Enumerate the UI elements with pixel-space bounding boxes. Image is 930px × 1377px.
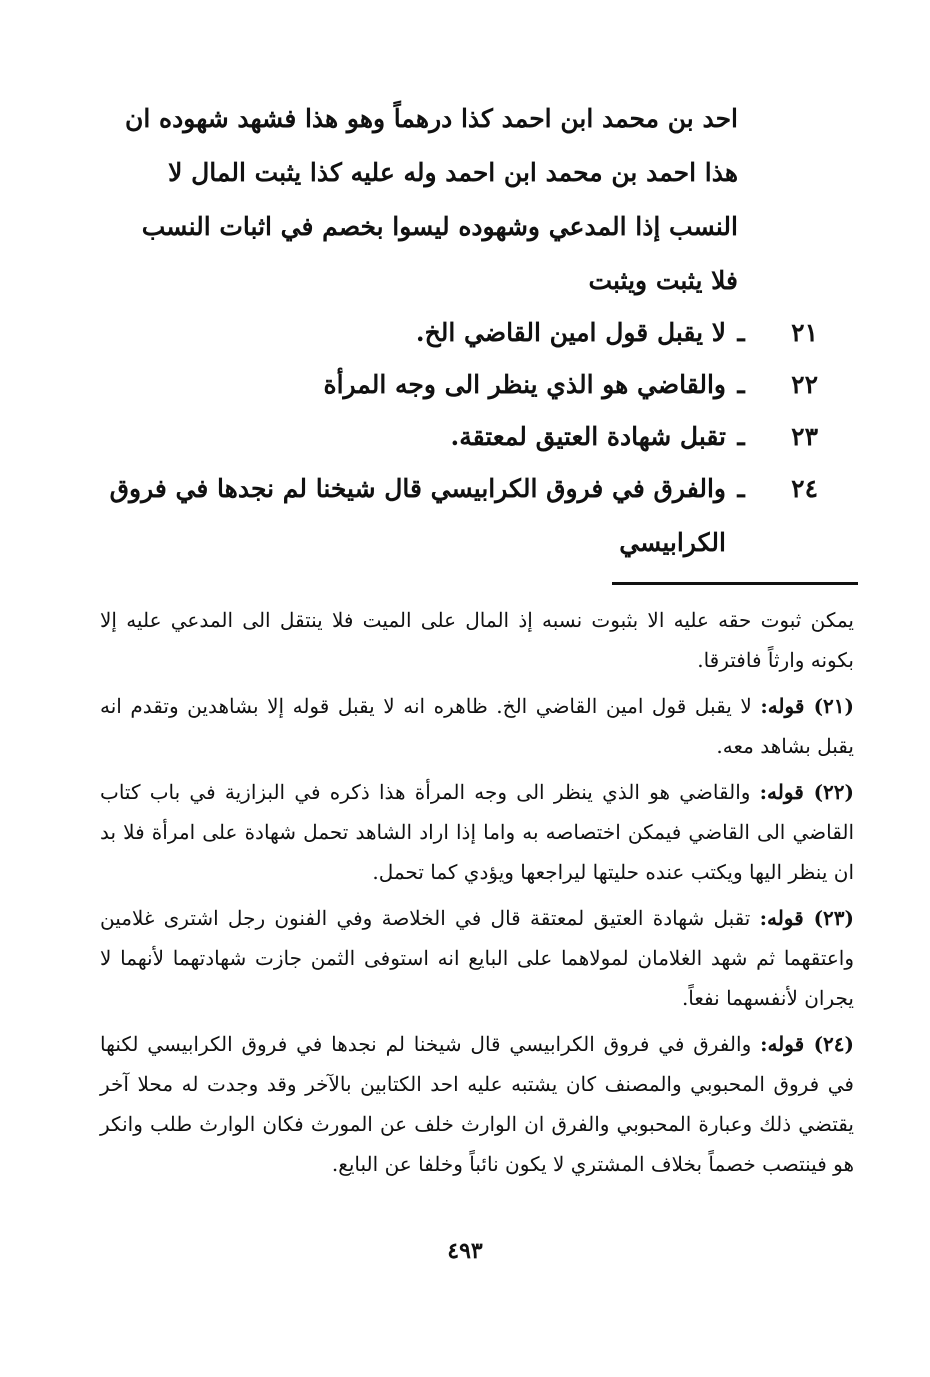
main-paragraph: احد بن محمد ابن احمد كذا درهماً وهو هذا فشهد شهوده ان هذا احمد بن محمد ابن احمد وله عليه كذا يثبت المال لا النسب إذا المدعي وشهوده ليسوا بخصم في اثبات النسب فلا يثبت ويثبت (125, 104, 738, 295)
footnote-divider (612, 582, 858, 585)
item-number: ٢١ (791, 318, 818, 347)
footnote (100, 772, 854, 892)
footnote-text: والفرق في فروق الكرابيسي قال شيخنا لم نجدها في فروق الكرابيسي لكنها في فروق المحبوبي والمصنف كان يشتبه عليه احد الكتابين بالآخر وقد وجدت له محلا آخر يقتضي ذلك وعبارة المحبوبي والفرق ان الوارث خلف عن المورث فكان الوارث طلب وانكر هو فينتصب خصماً بخلاف المشتري لا يكون نائباً وخلفا عن البايع. (100, 1032, 854, 1176)
page-number: ٤٩٣ (447, 1238, 483, 1264)
footnote-lead: (٢١) قوله: (760, 694, 854, 718)
footnotes (100, 600, 854, 1190)
footnote-text: والقاضي هو الذي ينظر الى وجه المرأة هذا ذكره في البزازية في باب كتاب القاضي الى القاضي فيمكن اختصاصه به واما إذا اراد الشاهد تحمل شهادة على امرأة فلا بد ان ينظر اليها ويكتب عنده حليتها ليراجعها ويؤدي كما تحمل. (100, 780, 854, 884)
item-number: ٢٤ (791, 474, 818, 503)
item-dash: ـ (737, 422, 745, 451)
list-item (108, 410, 818, 464)
footnote (100, 898, 854, 1018)
item-number: ٢٣ (791, 422, 818, 451)
footnote-lead: (٢٣) قوله: (759, 906, 854, 930)
item-dash: ـ (737, 370, 745, 399)
item-text: والفرق في فروق الكرابيسي قال شيخنا لم نجدها في فروق الكرابيسي (109, 474, 726, 557)
list-item (108, 358, 818, 412)
footnote (100, 1024, 854, 1184)
list-item (108, 306, 818, 360)
item-number: ٢٢ (791, 370, 818, 399)
footnote-text: تقبل شهادة العتيق لمعتقة قال في الخلاصة وفي الفنون رجل اشترى غلامين واعتقهما ثم شهد الغلامان لمولاهما على البايع انه استوفى الثمن جازت شهادتهما لأنهما لا يجران لأنفسهما نفعاً. (100, 906, 854, 1010)
item-text: لا يقبل قول امين القاضي الخ. (415, 318, 726, 347)
footnote-text: لا يقبل قول امين القاضي الخ. ظاهره انه لا يقبل قوله إلا بشاهدين وتقدم انه يقبل بشاهد معه. (100, 694, 854, 758)
item-dash: ـ (737, 318, 745, 347)
footnote (100, 600, 854, 680)
footnote-text: يمكن ثبوت حقه عليه الا بثبوت نسبه إذ المال على الميت فلا ينتقل الى المدعي عليه إلا بكونه وارثاً فافترقا. (100, 608, 854, 672)
footnote-lead: (٢٤) قوله: (760, 1032, 854, 1056)
list-item (108, 462, 818, 570)
item-text: والقاضي هو الذي ينظر الى وجه المرأة (323, 370, 726, 399)
footnote (100, 686, 854, 766)
item-dash: ـ (737, 474, 745, 503)
footnote-lead: (٢٢) قوله: (759, 780, 854, 804)
item-text: تقبل شهادة العتيق لمعتقة. (450, 422, 726, 451)
